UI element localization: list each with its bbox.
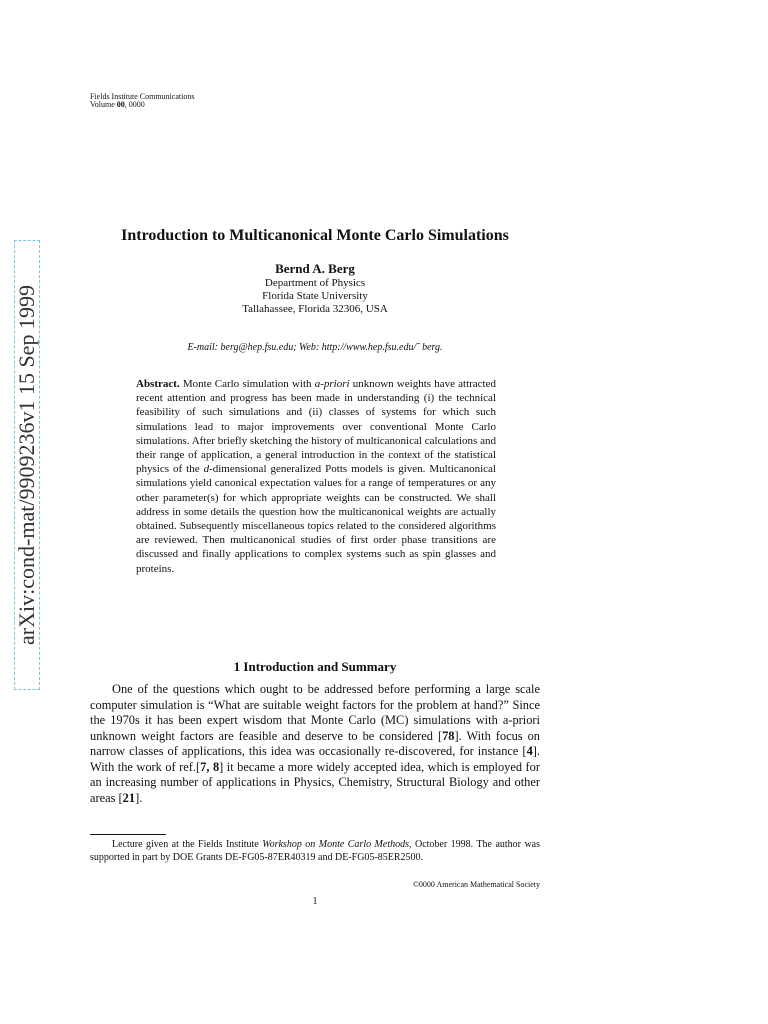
- abstract-text: -dimensional generalized Potts models is given. Multicanonical simulations yield canonical expectation values for a range of temperatures or any other parameter(s) for which appropriate weights can be constructed. We shall address in some details the question how the multicanonical weights are actually obtained. Subsequently miscellaneous topics related to the considered algorithms are reviewed. Then multicanonical studies of first order phase transitions are discussed and finally applications to complex systems such as spin glasses and proteins.: [136, 463, 496, 575]
- footnote: [90, 838, 540, 864]
- intro-text: ]. With focus on narrow classes of applications, this idea was occasionally re-discovered, for instance [: [90, 728, 540, 758]
- volume-number: 00: [116, 100, 125, 109]
- volume-label: Volume: [90, 100, 117, 109]
- abstract-emphasis: a-priori: [314, 378, 350, 390]
- abstract-label: Abstract.: [136, 378, 180, 390]
- abstract-text: Monte Carlo simulation with: [179, 378, 315, 390]
- intro-paragraph: [90, 682, 540, 806]
- author-name: Bernd A. Berg: [275, 261, 355, 276]
- journal-name: Fields Institute Communications: [90, 92, 195, 101]
- affiliation-line: Florida State University: [262, 290, 368, 302]
- intro-text: One of the questions which ought to be addressed before performing a large scale computer simulation is “What are suitable weight factors for the problem at hand?” Since the 1970s it has been expert wisdom that Monte Carlo (MC) simulations with a-priori unknown weight factors are feasible and deserve to be considered [: [90, 682, 540, 743]
- footnote-text: , October 1998. The author was supported in part by DOE Grants DE-FG05-87ER40319 and DE-FG05-85ER2500.: [90, 839, 541, 863]
- abstract-emphasis: d: [203, 463, 210, 476]
- volume-year: , 0000: [124, 100, 145, 109]
- arxiv-identifier: arXiv:cond-mat/9909236v1 15 Sep 1999: [14, 285, 39, 645]
- section-heading: 1 Introduction and Summary: [233, 659, 397, 674]
- citation-ref: 7, 8: [200, 759, 220, 774]
- intro-text: ].: [135, 790, 143, 805]
- page-number: 1: [312, 896, 318, 907]
- footnote-emphasis: Workshop on Monte Carlo Methods: [262, 839, 410, 850]
- footnote-rule: [90, 834, 166, 835]
- citation-ref: 4: [526, 744, 533, 758]
- abstract: [136, 377, 496, 576]
- intro-text: ] it became a more widely accepted idea, which is employed for an increasing number of applications in Physics, Chemistry, Structural Biology and other areas [: [90, 759, 540, 805]
- intro-text: ]. With the work of ref.[: [90, 744, 540, 774]
- volume-line: [90, 100, 145, 109]
- footnote-text: Lecture given at the Fields Institute: [112, 839, 263, 850]
- contact-line: E-mail: berg@hep.fsu.edu; Web: http://www.hep.fsu.edu/˜ berg.: [187, 342, 443, 353]
- paper-title: Introduction to Multicanonical Monte Carlo Simulations: [121, 227, 509, 244]
- citation-ref: 21: [122, 790, 136, 805]
- affiliation-line: Tallahassee, Florida 32306, USA: [242, 303, 388, 315]
- copyright-notice: ©0000 American Mathematical Society: [412, 880, 540, 889]
- affiliation-line: Department of Physics: [264, 277, 366, 289]
- abstract-text: unknown weights have attracted recent attention and progress has been made in understanding (i) the technical feasibility of such simulations and (ii) classes of systems for which such simulations lead to major improvements over conventional Monte Carlo simulations. After briefly sketching the history of multicanonical calculations and their range of application, a general introduction in the context of the statistical physics of the: [136, 378, 496, 476]
- citation-ref: 78: [442, 728, 455, 743]
